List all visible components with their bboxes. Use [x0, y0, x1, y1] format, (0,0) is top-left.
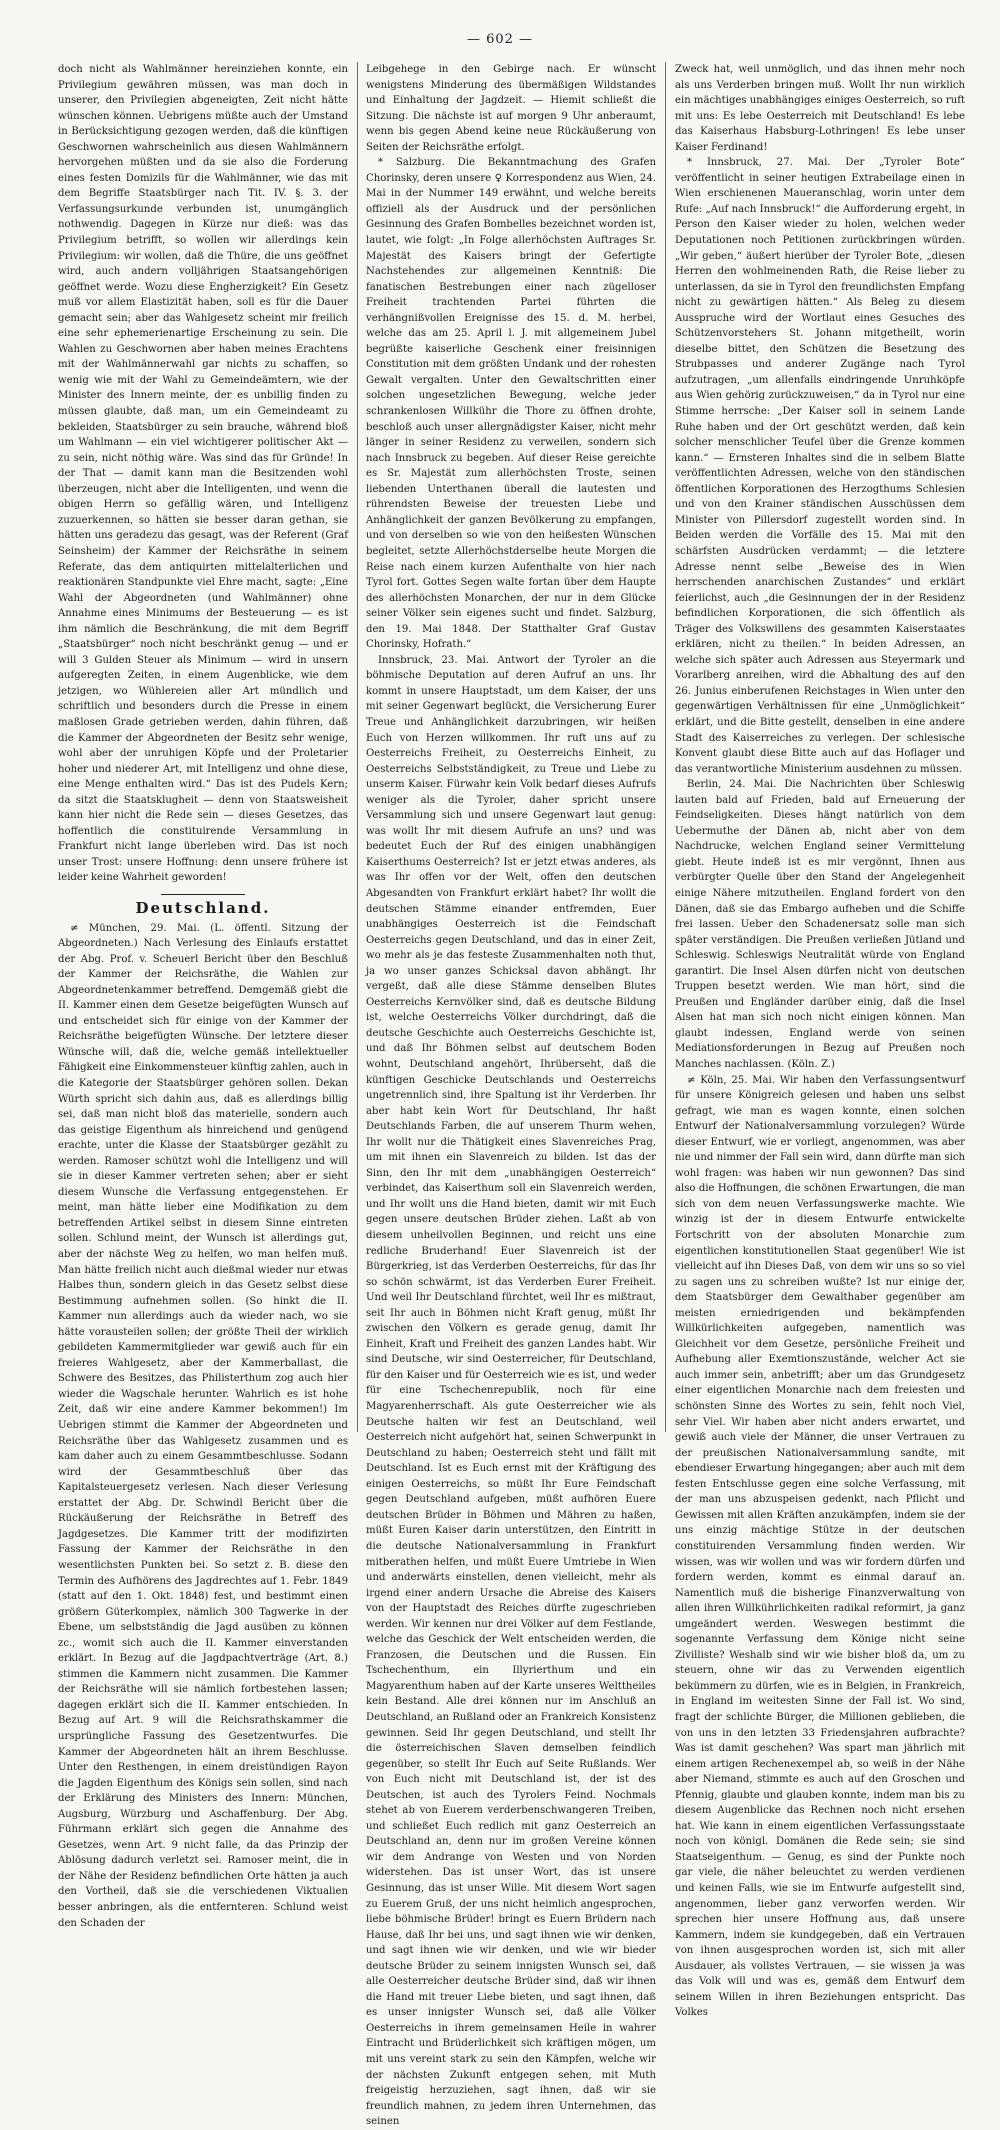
section-divider [161, 894, 245, 895]
article-innsbruck-tyroler-bote: * Innsbruck, 27. Mai. Der „Tyroler Bote“ veröffentlicht in seiner heutigen Extrabeilage einen in Wien erschienenen Maueranschlag, worin unter dem Rufe: „Auf nach Innsbruck!“ die Aufforderung ergeht, in Person den Kaiser wieder zu holen, welchen weder Deputationen noch Petitionen zurückbringen würden. „Wir geben,“ äußert hierüber der Tyroler Bote, „diesen Herren den wohlmeinenden Rath, die Reise lieber zu unterlassen, da sie in Tyrol den freundlichsten Empfang nicht zu gewärtigen hätten.“ Als Beleg zu diesem Ausspruche wird der Wortlaut eines Gesuches des Schützenvorstehers St. Johann mitgetheilt, worin dieselbe bittet, den Schützen die Besetzung des Strubpasses und anderer Zugänge nach Tyrol aufzutragen, „um allenfalls eindringende Unruhköpfe aus Wien gehörig zurückzuweisen,“ da in Tyrol nur eine Stimme herrsche: „Der Kaiser soll in seinem Lande Ruhe haben und der Ort geschützt werden, daß kein solcher menschlicher Teufel über die Grenze kommen kann.“ — Ernsteren Inhaltes sind die in selbem Blatte veröffentlichten Adressen, welche von den ständischen öffentlichen Korporationen des Herzogthums Schlesien und von den Krainer ständischen Ausschüssen dem Minister von Pillersdorf zugestellt worden sind. In Beiden werden die Vorfälle des 15. Mai mit den schärfsten Ausdrücken verdammt; — die letztere Adresse nennt selbe „Beweise des in Wien herrschenden anarchischen Zustandes“ und erklärt feierlichst, auch „die Gesinnungen der in der Residenz befindlichen Korporationen, die sich öffentlich als Träger des Volkswillens des gesammten Kaiserstaates erklären, nicht zu theilen.“ In beiden Adressen, an welche sich später auch Adressen aus Steyermark und Vorarlberg anreihen, wird die Abhaltung des auf den 26. Junius einberufenen Reichstages in Wien unter den gegenwärtigen Verhältnissen für eine „Unmöglichkeit“ erklärt, und die Bitte gestellt, denselben in eine andere Stadt des Kaiserreiches zu verlegen. Der schlesische Konvent glaubt diese Bitte auch auf das Hoflager und das verantwortliche Ministerium ausdehnen zu müssen. [675, 157, 965, 775]
article-berlin: Berlin, 24. Mai. Die Nachrichten über Schleswig lauten bald auf Frieden, bald auf Erneuerung der Feindseligkeiten. Dieses hängt natürlich von dem Uebermuthe der Dänen ab, nicht aber von dem Nachdrucke, welchen England seiner Vermittelung giebt. Heute indeß ist es mir vergönnt, Ihnen aus verbürgter Quelle über den Stand der Angelegenheit einige Nähere mitzutheilen. England fordert von den Dänen, daß sie das Embargo aufheben und die Schiffe frei lassen. Ueber den Schadenersatz solle man sich später verständigen. Die Preußen verließen Jütland und Schleswig. Schleswigs Neutralität würde von England garantirt. Die Insel Alsen dürfen nicht von deutschen Truppen besetzt werden. Wie man hört, sind die Preußen und Engländer darüber einig, daß die Insel Alsen hat man sich noch nicht einigen können. Man glaubt indessen, England werde von seinen Mediationsforderungen in Bezug auf Preußen noch Manches nachlassen. (Köln. Z.) [675, 779, 965, 1070]
column-rule-right [665, 62, 666, 1432]
article-continuation-wahlgesetz: doch nicht als Wahlmänner hereinziehen konnte, ein Privilegium gewähren müssen, was man doch in unserer, den Privilegien abgeneigten, Zeit nicht hätte wünschen können. Uebrigens müßte auch der Umstand in Berücksichtigung gezogen werden, daß die künftigen Geschwornen wahrscheinlich aus diesen Wahlmännern hervorgehen müßten und da sie also die Forderung eines festen Domizils für die Wahlmänner, wie das mit dem Begriffe Staatsbürger nach Tit. IV. §. 3. der Verfassungsurkunde verbunden ist, unumgänglich nothwendig. Dagegen in Kürze nur dieß: was das Privilegium betrifft, so wollen wir allerdings kein Privilegium: wir wollen, daß die Thüre, die uns geöffnet wird, auch andern volljährigen Staatsangehörigen geöffnet werde. Wozu diese Engherzigkeit? Ein Gesetz muß vor allem Elastizität haben, soll es für die Dauer gemacht sein; aber das Wahlgesetz scheint mir freilich eine sehr ephemerienartige Erscheinung zu sein. Die Wahlen zu Geschwornen aber haben meines Erachtens mit der Wahlmännerwahl gar nichts zu schaffen, so wenig wie mit der Wahl zu Gemeindeämtern, wie der Minister des Innern meinte, der es unbillig finden zu müssen glaubte, daß man, um ein Gemeindeamt zu bekleiden, Staatsbürger zu sein brauche, während bloß um Wahlmann — ein viel wichtigerer politischer Akt — zu sein, nicht nöthig wäre. Was sind das für Gründe! In der That — damit kann man die Besitzenden wohl überzeugen, nicht aber die Intelligenten, und wenn die obigen Herrn so gefällig wären, und Intelligenz zuzuerkennen, so hätten sie besser daran gethan, sie hätten uns geradezu das gesagt, was der Referent (Graf Seinsheim) der Kammer der Reichsräthe in seinem Referate, das dem antiquirten mittelalterlichen und reaktionären Standpunkte viel Ehre macht, sagte: „Eine Wahl der Abgeordneten (und Wahlmänner) ohne Annahme eines Minimums der Besteuerung — es ist ihm nämlich die Beschränkung, die mit dem Begriff „Staatsbürger“ noch nicht beschränkt genug — und er will 3 Gulden Steuer als Minimum — wird in unsern aufgeregten Zeiten, in einem Augenblicke, wie dem jetzigen, wo Wühlereien aller Art mündlich und schriftlich und besonders durch die Presse in einem maßlosen Grade getrieben werden, dahin führen, daß die Kammer der Abgeordneten der Besitz sehr wenige, wohl aber der unruhigen Köpfe und der Proletarier hoher und niederer Art, mit Intelligenz und ohne diese, eine Menge enthalten wird.“ Das ist des Pudels Kern; da sitzt die Staatsklugheit — denn von Staatsweisheit kann hier nicht die Rede sein — dieses Gesetzes, das hoffentlich die constituirende Versammlung in Frankfurt nicht lange überleben wird. Das ist noch unser Trost: unsere Hoffnung: denn unsere frühere ist leider keine Wahrheit geworden! [58, 64, 348, 884]
column-rule-left [357, 62, 358, 1432]
article-innsbruck-tyroler-antwort: Innsbruck, 23. Mai. Antwort der Tyroler an die böhmische Deputation auf deren Aufruf an uns. Ihr kommt in unsere Hauptstadt, um dem Kaiser, der uns mit seiner Gegenwart beglückt, die Versicherung Eurer Treue und Anhänglichkeit darzubringen, wir heißen Euch von Herzen willkommen. Ihr ruft uns auf zu Oesterreichs Freiheit, zu Oesterreichs Einheit, zu Oesterreichs Selbstständigkeit, zu Treue und Liebe zu unserm Kaiser. Fürwahr kein Volk bedarf dieses Aufrufs weniger als die Tyroler, daher spricht unsere Versammlung sich und unsere Gegenwart laut genug: was wollt Ihr mit diesem Aufrufe an uns? und was bedeutet Euch der Ruf des einigen unabhängigen Kaiserthums Oesterreich? Ist er jetzt etwas anderes, als was Ihr offen vor der Welt, offen den deutschen Abgesandten von Frankfurt erklärt habet? Ihr wollt die deutschen Stämme einander entfremden, Euer unabhängiges Oesterreich ist die Feindschaft Oesterreichs gegen Deutschland, und das in einer Zeit, wo mehr als je das festeste Zusammenhalten noth thut, ja wo unser ganzes Schicksal davon abhängt. Ihr vergeßt, daß alle diese Stämme denselben Blutes Oesterreichs Kernvölker sind, daß es deutsche Bildung ist, welche Oesterreichs Völker durchdringt, daß die deutsche Geschichte auch Oesterreichs Geschichte ist, und daß Ihr Böhmen selbst auf deutschem Boden wohnt, Deutschland angehört, Ihrüberseht, daß die künftigen Geschicke Deutschlands und Oesterreichs ungetrennlich sind, ihre Spaltung ist ihr Verderben. Ihr aber habt kein Wort für Deutschland, Ihr haßt Deutschlands Farben, die auf unserem Thurm wehen, Ihr wollt nur die Thätigkeit eines Slavenreiches Prag, um mit ihnen ein Slavenreich zu bilden. Ist das der Sinn, den Ihr mit dem „unabhängigen Oesterreich“ verbindet, das Kaiserthum soll ein Slavenreich werden, und Ihr wollt uns die Hand bieten, damit wir mit Euch gegen unsere deutschen Brüder ziehen. Laßt ab von diesem unheilvollen Beginnen, und reicht uns eine redliche Bruderhand! Euer Slavenreich ist der Bürgerkrieg, ist das Verderben Oesterreichs, für das Ihr so schön schwärmt, ist das Verderben Eurer Freiheit. Und weil Ihr Deutschland fürchtet, weil Ihr es mißtraut, seit Ihr auch in Böhmen nicht Kraft genug, müßt Ihr zwischen den Völkern es gerade genug, damit Ihr Einheit, Kraft und Freiheit des ganzen Landes habt. Wir sind Deutsche, wir sind Oesterreicher, für Deutschland, für den Kaiser und für Oesterreich wie es ist, und weder für eine Tschechenrepublik, noch für eine Magyarenherrschaft. Als gute Oesterreicher wie als Deutsche halten wir fest an Deutschland, weil Oesterreich nicht aufgehört hat, seinen Schwerpunkt in Deutschland zu haben; Oesterreich steht und fällt mit Deutschland. Ist es Euch ernst mit der Kräftigung des einigen Oesterreichs, so müßt Ihr Eure Feindschaft gegen Deutschland aufgeben, müßt aufhören Euere deutschen Brüder in Böhmen und Mähren zu haßen, müßt Euren Kaiser darin unterstützen, den Eintritt in die deutsche Nationalversammlung in Frankfurt mitberathen helfen, und müßt Euere Umtriebe in Wien und anderwärts einstellen, denen vielleicht, mehr als irgend einer andern Ursache die Abreise des Kaisers von der Hauptstadt des Reiches dürfte zugeschrieben werden. Wir kennen nur drei Völker auf dem Festlande, welche das Geschick der Welt entscheiden werden, die Franzosen, die Deutschen und die Russen. Ein Tschechenthum, ein Illyrierthum und ein Magyarenthum haben auf der Karte unseres Welttheiles kein Bestand. Alle drei können nur im Anschluß an Deutschland, an Rußland oder an Frankreich Konsistenz gewinnen. Seid Ihr gegen Deutschland, und stellt Ihr die österreichischen Slaven demselben feindlich gegenüber, so stellt Ihr Euch auf Seite Rußlands. Wer von Euch nicht mit Deutschland ist, der ist des Deutschen, ist auch des Tyrolers Feind. Nochmals stehet ab von Euerem verderbenschwangeren Treiben, und schließet Euch redlich mit ganz Oesterreich an Deutschland an, denn nur im großen Vereine können wir dem Andrange von Westen und von Norden widerstehen. Das ist unser Wort, das ist unsere Gesinnung, das ist unser Wille. Mit diesem Wort sagen zu Euerem Gruß, der uns nicht heimlich angesprochen, liebe böhmische Brüder! bringt es Euern Brüdern nach Hause, daß Ihr bei uns, und sagt ihnen wie wir denken, und sagt ihnen wie wir denken, und wie wir bieder deutsche Brüder zu seinem innigsten Wunsch sei, daß alle Oesterreicher deutsche Brüder sind, daß wir ihnen die Hand mit treuer Liebe bieten, und sagt ihnen, daß es unser innigster Wunsch sei, daß alle Völker Oesterreichs in ihrem gemeinsamen Heile in wahrer Eintracht und Brüderlichkeit sich kräftigen mögen, um mit uns vereint stark zu sein den Kämpfen, welche wir der nächsten Zukunft entgegen sehen, mit Muth freigeistig herzuziehen, sagt ihnen, daß wir sie freundlich mahnen, zu jedem ihren Unternehmen, das seinen [366, 654, 656, 2128]
article-muenchen: ≠ München, 29. Mai. (L. öffentl. Sitzung der Abgeordneten.) Nach Verlesung des Einlaufs erstattet der Abg. Prof. v. Scheuerl Bericht über den Beschluß der Kammer der Reichsräthe, die Wahlen zur Abgeordnetenkammer betreffend. Demgemäß giebt die II. Kammer einen dem Gesetze beigefügten Wunsch auf und entscheidet sich für einige von der Kammer der Reichsräthe beigefügten Wünsche. Der letztere dieser Wünsche will, daß die, welche gemäß intellektueller Fähigkeit eine Einkommensteuer künftig zahlen, auch in die Kategorie der Staatsbürger gehören sollen. Dekan Würth spricht sich dahin aus, daß es allerdings billig sei, daß man nicht bloß das materielle, sondern auch das geistige Eigenthum als hinreichend und genügend erachte, unter die Klasse der Staatsbürger gezählt zu werden. Ramoser schützt wohl die Intelligenz und will sie in dieser Kammer vertreten sehen; aber er sieht diesem Wunsche die Verfassung entgegenstehen. Er meint, man hätte lieber eine Modifikation zu dem betreffenden Artikel selbst in diesem Sinne eintreten sollen. Schlund meint, der Wunsch ist allerdings gut, aber der nächste Weg zu helfen, wo man helfen muß. Man hätte freilich nicht auch dießmal wieder nur etwas Halbes thun, sondern gleich in das Gesetz selbst diese Bestimmung aufnehmen sollen. (So hinkt die II. Kammer nun allerdings auch da wieder nach, wo sie hätte vorausteilen sollen; der größte Theil der wirklich gebildeten Kammermitglieder war gewiß auch für ein freieres Wahlgesetz, aber der Kammerballast, die Schwere des Besitzes, das Philisterthum zog auch hier wieder die Wagschale herunter. Wahrlich es ist hohe Zeit, daß wir eine andere Kammer bekommen!) Im Uebrigen stimmt die Kammer der Abgeordneten und Reichsräthe über das Wahlgesetz zusammen und es kam daher auch zu einem Gesammtbeschlusse. Sodann wird der Gesammtbeschluß über das Kapitalsteuergesetz verlesen. Nach dieser Verlesung erstattet der Abg. Dr. Schwindl Bericht über die Rückäußerung der Reichsräthe in Betreff des Jagdgesetzes. Die Kammer tritt der modifizirten Fassung der Kammer der Reichsräthe in den wesentlichsten Punkten bei. So setzt z. B. diese den Termin des Aufhörens des Jagdrechtes auf 1. Febr. 1849 (statt auf den 1. Okt. 1848) fest, und bestimmt einen größern Güterkomplex, nämlich 300 Tagwerke in der Ebene, um selbstständig die Jagd ausüben zu können zc., womit sich auch die II. Kammer einverstanden erklärt. In Bezug auf die Jagdpachtverträge (Art. 8.) stimmen die Kammern nicht zusammen. Die Kammer der Reichsräthe will sie nämlich fortbestehen lassen; dagegen erklärt sich die II. Kammer entschieden. In Bezug auf Art. 9 will die Reichsrathskammer die ursprüngliche Fassung des Gesetzentwurfes. Die Kammer der Abgeordneten hält an ihrem Beschlusse. Unter den Resthengen, in einem dreistündigen Rayon die Jagden Eigenthum des Königs sein sollen, sind nach der Erklärung des Ministers des Innern: München, Augsburg, Würzburg und Aschaffenburg. Der Abg. Führmann erklärt sich gegen die Annahme des Gesetzes, wenn Art. 9 nicht falle, da das Prinzip der Ablösung dadurch verletzt sei. Ramoser meint, die in der Nähe der Residenz befindlichen Orte hätten ja auch den Vortheil, daß sie die verschiedenen Viktualien besser anbringen, als die entfernteren. Schlund weist den Schaden der [58, 922, 348, 1929]
column-3 [675, 62, 965, 2019]
article-koeln: ≠ Köln, 25. Mai. Wir haben den Verfassungsentwurf für unsere Königreich gelesen und haben uns selbst gefragt, wie man es wagen konnte, einen solchen Entwurf der Nationalversammlung vorzulegen? Würde dieser Entwurf, wie er vorliegt, angenommen, was aber nie und nimmer der Fall sein wird, dann dürfte man sich wohl fragen: was haben wir nun gewonnen? Das sind also die Hoffnungen, die schönen Erwartungen, die man sich von dem neuen Verfassungswerke machte. Wie winzig ist der in diesem Entwurfe entwickelte Fortschritt von der absoluten Monarchie zum eigentlichen konstitutionellen Staat gegenüber! Wie ist vielleicht auf ihn Dieses Daß, von dem wir uns so so viel zu sagen uns zu schreiben wußte? Ist nur einige der, dem Staatsbürger dem Gewalthaber gegenüber am meisten erniedrigenden und bekämpfenden Willkürlichkeiten aufgegeben, namentlich was Gleichheit vor dem Gesetze, persönliche Freiheit und Aufhebung aller Exemtionszustände, welcher Act sie auch immer sein, anbetrifft; aber um das Grundgesetz einer eigentlichen Monarchie nach dem freiesten und schönsten Sinne des Wortes zu sein, fehlt noch Viel, sehr Viel. Wir haben aber nicht anders erwartet, und gewiß auch viele der Männer, die unser Vertrauen zu der preußischen Nationalversammlung sandte, mit ebendieser Erwartung hingegangen; aber auch mit dem festen Entschlusse gegen eine solche Verfassung, mit der man uns abzuspeisen gedenkt, nach Pflicht und Gewissen mit allen Kräften anzukämpfen, indem sie der uns einzig mächtige Stütze in der deutschen constituirenden Versammlung finden werden. Wir wissen, was wir wollen und was wir fordern dürfen und fordern werden, kommt es einmal darauf an. Namentlich muß die bisherige Finanzverwaltung von allen ihren Willkührlichkeiten radikal reformirt, ja ganz umgeändert werden. Weswegen bestimmt die sogenannte Verfassung dem Könige nicht seine Zivilliste? Weshalb sind wir wie bisher bloß da, um zu steuern, ohne wir das zu Verwenden eigentlich bekümmern zu dürfen, wie es in Belgien, in Frankreich, in England im weitesten Sinne der Fall ist. Wo sind, fragt der schlichte Bürger, die Millionen geblieben, die von uns in den letzten 33 Friedensjahren aufbrachte? Was ist damit geschehen? Was spart man jährlich mit einem artigen Rechenexempel ab, so weiß in der Nähe aber Niemand, stimmte es auch auf den Groschen und Pfennig, glaubte und glauben konnte, indem man bis zu diesem Augenblicke das Rechnen noch nicht ersehen hat. Wie kann in einem eigentlichen Verfassungsstaate noch von königl. Domänen die Rede sein; sie sind Staatseigenthum. — Genug, es sind der Punkte noch gar viele, die näher beleuchtet zu werden verdienen und keinen Falls, wie sie im Entwurfe aufgestellt sind, angenommen, lieber ganz verworfen werden. Wir sprechen hier unsere Hoffnung aus, daß unsere Kammern, indem sie kundgegeben, daß ein Vertrauen von ihnen ausgesprochen worden ist, sich mit aller Ausdauer, als vollstes Vertrauen, — sie wissen ja was das Volk will und was es, gemäß dem Entwurf dem seinem Willen in ihren Beziehungen entspricht. Das Volkes [675, 1074, 965, 2019]
section-heading-deutschland: Deutschland. [135, 898, 271, 917]
column-2 [366, 62, 656, 2128]
column-1 [58, 62, 348, 1929]
article-innsbruck-continuation: Zweck hat, weil unmöglich, und das ihnen mehr noch als uns Verderben bringen muß. Wollt Ihr nun wirklich ein mächtiges unabhängiges einiges Oesterreich, so ruft mit uns: Es lebe Oesterreich mit Deutschland! Es lebe das Kaiserhaus Habsburg-Lothringen! Es lebe unser Kaiser Ferdinand! [675, 64, 965, 153]
article-muenchen-continuation: Leibgehege in den Gebirge nach. Er wünscht wenigstens Minderung des übermäßigen Wildstandes und Einhaltung der Jagdzeit. — Hiemit schließt die Sitzung. Die nächste ist auf morgen 9 Uhr anberaumt, wenn bis gegen Abend keine neue Rückäußerung von Seiten der Reichsräthe erfolgt. [366, 64, 656, 153]
article-salzburg: * Salzburg. Die Bekanntmachung des Grafen Chorinsky, deren unsere ♀ Korrespondenz aus Wien, 24. Mai in der Nummer 149 erwähnt, und welche bereits offiziell als der Ausdruck und der persönlichen Gesinnung des Grafen Bombelles bezeichnet worden ist, lautet, wie folgt: „In Folge allerhöchsten Auftrages Sr. Majestät des Kaisers bringt der Gefertigte Nachstehendes zur allgemeinen Kenntniß: Die fanatischen Bestrebungen einer nach zügelloser Freiheit trachtenden Partei führten die verhängnißvollen Ereignisse des 15. d. M. herbei, welche das am 25. April l. J. mit allgemeinem Jubel begrüßte kaiserliche Geschenk einer freisinnigen Constitution mit dem größten Undank und der rohesten Gewalt vergalten. Unter den Gewaltschritten einer solchen ungesetzlichen Bewegung, welche jeder schrankenlosen Willkühr die Thore zu öffnen drohte, beschloß auch unser allergnädigster Kaiser, nicht mehr länger in seiner Residenz zu verweilen, sondern sich nach Innsbruck zu begeben. Auf dieser Reise gereichte es Sr. Majestät zum allerhöchsten Troste, seinen liebenden Unterthanen überall die lautesten und rührendsten Beweise der treuesten Liebe und Anhänglichkeit der ganzen Bevölkerung zu empfangen, und von derselben so wie von den heißesten Wünschen begleitet, setzte Allerhöchstderselbe heute Morgen die Reise nach einem kurzen Aufenthalte von hier nach Tyrol fort. Gottes Segen walte fortan über dem Haupte des allerhöchsten Monarchen, der nur in dem Glücke seiner Völker sein eigenes sucht und findet. Salzburg, den 19. Mai 1848. Der Statthalter Graf Gustav Chorinsky, Hofrath.“ [366, 157, 656, 651]
page-number: — 602 — [466, 32, 534, 47]
